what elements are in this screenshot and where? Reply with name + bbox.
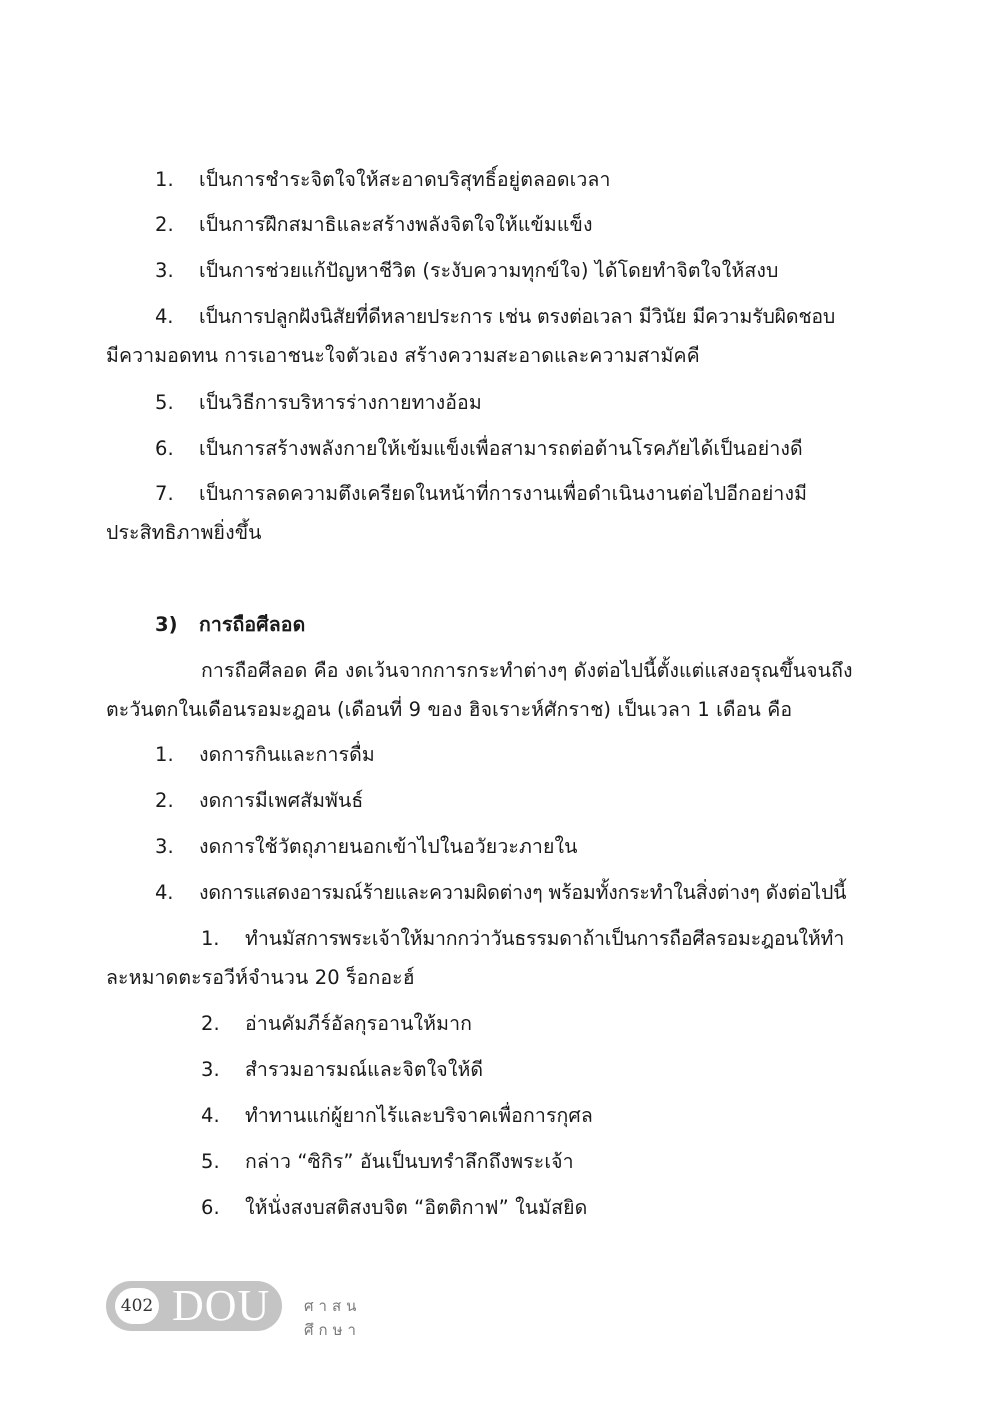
list-item: [155, 880, 846, 906]
item-text: กล่าว “ซิกิร” อันเป็นบทรำลึกถึงพระเจ้า: [245, 1150, 574, 1173]
item-text: ทำทานแก่ผู้ยากไร้และบริจาคเพื่อการกุศล: [245, 1104, 593, 1127]
list-item: [155, 167, 611, 193]
dou-logo-badge: [106, 1281, 282, 1331]
section-intro: การถือศีลอด คือ งดเว้นจากการกระทำต่างๆ ดังต่อไปนี้ตั้งแต่แสงอรุณขึ้นจนถึง: [201, 659, 853, 682]
item-text: เป็นการปลูกฝังนิสัยที่ดีหลายประการ เช่น ตรงต่อเวลา มีวินัย มีความรับผิดชอบ: [199, 305, 836, 328]
item-number: 6.: [201, 1196, 220, 1219]
item-text: งดการแสดงอารมณ์ร้ายและความผิดต่างๆ พร้อมทั้งกระทำในสิ่งต่างๆ ดังต่อไปนี้: [199, 881, 847, 904]
item-number: 3.: [155, 259, 174, 282]
item-text: เป็นการลดความตึงเครียดในหน้าที่การงานเพื่อดำเนินงานต่อไปอีกอย่างมี: [199, 482, 808, 505]
item-number: 7.: [155, 482, 174, 505]
sub-list-item: [201, 926, 844, 952]
subject-title: ศาสนศึกษา: [304, 1297, 362, 1339]
section-intro-continuation: ตะวันตกในเดือนรอมะฎอน (เดือนที่ 9 ของ ฮิจเราะห์ศักราช) เป็นเวลา 1 เดือน คือ: [106, 698, 793, 721]
item-text: ให้นั่งสงบสติสงบจิต “อิตติกาฟ” ในมัสยิด: [245, 1196, 588, 1219]
list-item: [155, 481, 807, 507]
item-text: งดการมีเพศสัมพันธ์: [199, 789, 364, 812]
item-number: 3.: [155, 835, 174, 858]
list-item: [155, 212, 593, 238]
page-number: 402: [115, 1288, 159, 1324]
sub-list-item: [201, 1011, 472, 1037]
item-number: 2.: [201, 1012, 220, 1035]
item-text: เป็นวิธีการบริหารร่างกายทางอ้อม: [199, 391, 482, 414]
list-item: [155, 258, 778, 284]
item-number: 4.: [155, 305, 174, 328]
item-number: 1.: [155, 743, 174, 766]
dou-logo-text: DOU: [172, 1281, 271, 1330]
item-number: 1.: [155, 168, 174, 191]
list-item-continuation: มีความอดทน การเอาชนะใจตัวเอง สร้างความสะอาดและความสามัคคี: [106, 344, 700, 367]
item-text: งดการใช้วัตถุภายนอกเข้าไปในอวัยวะภายใน: [199, 835, 578, 858]
list-item: [155, 304, 835, 330]
item-text: เป็นการชำระจิตใจให้สะอาดบริสุทธิ์อยู่ตลอดเวลา: [199, 168, 611, 191]
item-text: อ่านคัมภีร์อัลกุรอานให้มาก: [245, 1012, 473, 1035]
item-number: 5.: [201, 1150, 220, 1173]
item-number: 6.: [155, 437, 174, 460]
item-text: งดการกินและการดื่ม: [199, 743, 375, 766]
item-number: 1.: [201, 927, 220, 950]
item-number: 2.: [155, 213, 174, 236]
section-title: การถือศีลอด: [199, 613, 306, 636]
sub-list-item-continuation: ละหมาดตะรอวีห์จำนวน 20 ร็อกอะฮ์: [106, 966, 415, 989]
item-text: เป็นการช่วยแก้ปัญหาชีวิต (ระงับความทุกข์ใจ) ได้โดยทำจิตใจให้สงบ: [199, 259, 779, 282]
sub-list-item: [201, 1057, 483, 1083]
item-text: สำรวมอารมณ์และจิตใจให้ดี: [245, 1058, 484, 1081]
sub-list-item: [201, 1195, 587, 1221]
list-item: [155, 436, 803, 462]
sub-list-item: [201, 1103, 593, 1129]
list-item: [155, 390, 482, 416]
section-heading: [155, 612, 305, 638]
item-number: 4.: [155, 881, 174, 904]
item-text: เป็นการฝึกสมาธิและสร้างพลังจิตใจให้แข้มแข็ง: [199, 213, 593, 236]
item-text: ทำนมัสการพระเจ้าให้มากกว่าวันธรรมดาถ้าเป็นการถือศีลรอมะฎอนให้ทำ: [245, 927, 845, 950]
item-number: 3.: [201, 1058, 220, 1081]
item-number: 4.: [201, 1104, 220, 1127]
item-text: เป็นการสร้างพลังกายให้เข้มแข็งเพื่อสามารถต่อต้านโรคภัยได้เป็นอย่างดี: [199, 437, 803, 460]
list-item-continuation: ประสิทธิภาพยิ่งขึ้น: [106, 521, 262, 544]
sub-list-item: [201, 1149, 574, 1175]
list-item: [155, 834, 578, 860]
item-number: 2.: [155, 789, 174, 812]
list-item: [155, 742, 375, 768]
list-item: [155, 788, 363, 814]
item-number: 5.: [155, 391, 174, 414]
section-number: 3): [155, 613, 178, 636]
